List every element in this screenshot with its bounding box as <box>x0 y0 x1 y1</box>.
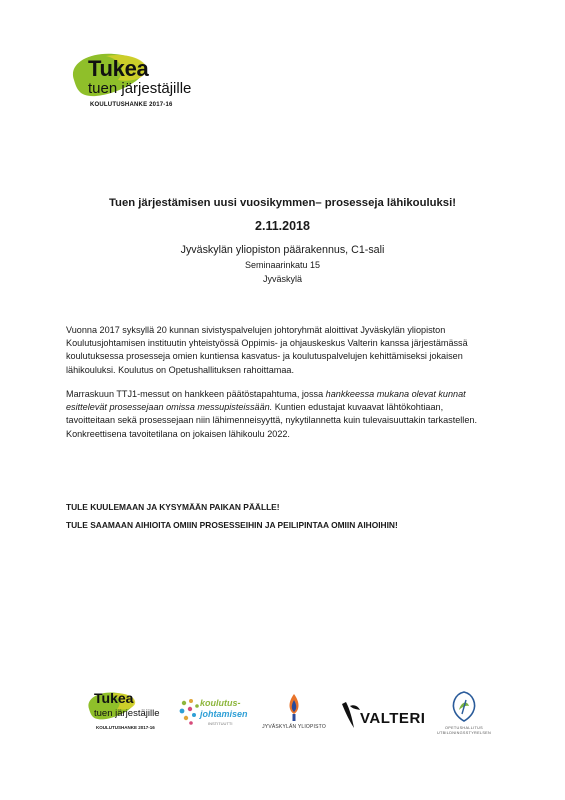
instituutti-text: INSTITUUTTI <box>208 721 233 726</box>
koulutus-text: koulutus- <box>200 698 241 708</box>
koulutusjohtamisen-logo <box>178 692 256 734</box>
call-line-2: TULE SAAMAAN AIHIOITA OMIIN PROSESSEIHIN JA PEILIPINTAA OMIIN AIHOIHIN! <box>66 520 398 530</box>
event-title: Tuen järjestämisen uusi vuosikymmen– prosesseja lähikouluksi! <box>109 197 456 209</box>
valteri-label: VALTERI <box>360 710 426 727</box>
valteri-logo <box>340 696 430 736</box>
jyu-label: JYVÄSKYLÄN YLIOPISTO <box>262 724 326 730</box>
footer-tukea-logo <box>84 688 174 740</box>
event-city: Jyväskylä <box>262 274 302 284</box>
oph-label-sv: UTBILDNINGSSTYRELSEN <box>436 731 492 735</box>
dots-icon <box>178 698 202 728</box>
event-venue: Jyväskylän yliopiston päärakennus, C1-sali <box>180 244 385 256</box>
body-paragraph-1: Vuonna 2017 syksyllä 20 kunnan sivistyspalvelujen johtoryhmät aloittivat Jyväskylän yliopiston Koulutusjohtamisen instituutin yhteistyössä Oppimis- ja ohjauskeskus Valterin kanssa järjestämässä koulutuksessa prosesseja omien kuntiensa kasvatus- ja koulutuspalvelujen kehittämiseksi jokaisen lähikouluksi. Koulutus on Opetushallituksen rahoittamaa. <box>66 325 468 375</box>
jyu-logo <box>258 692 330 736</box>
footer-tukea-tagline: tuen järjestäjille <box>94 708 160 719</box>
footer-tukea-name: Tukea <box>94 690 134 706</box>
tukea-logo-subtitle: KOULUTUSHANKE 2017-16 <box>90 102 173 108</box>
flame-icon <box>284 692 304 722</box>
tukea-logo-tagline: tuen järjestäjille <box>88 80 192 97</box>
oph-emblem-icon <box>449 690 479 724</box>
johtamisen-text: johtamisen <box>200 709 248 719</box>
paragraph-2-end: Kuntien edustajat kuvaavat lähtökohtiaan, tavoitteitaan sekä prosessejaan niin lähimenneisyyttä, nykytilannetta kuin tulevaisuuttakin tarkastellen. Konkreettisena tavoitetilana on jokaisen lähikoulu 2022. <box>66 402 477 439</box>
event-street: Seminaarinkatu 15 <box>244 260 321 270</box>
call-line-1: TULE KUULEMAAN JA KYSYMÄÄN PAIKAN PÄÄLLE! <box>66 502 280 512</box>
oph-logo <box>430 690 498 740</box>
tukea-logo-name: Tukea <box>88 56 149 81</box>
body-paragraph-2 <box>66 388 491 441</box>
footer-logos <box>0 688 565 748</box>
tukea-logo <box>66 50 206 110</box>
paragraph-2-italic: hankkeessa mukana olevat kunnat esittelevät prosessejaan omissa messupisteissään. <box>66 389 466 413</box>
footer-tukea-subtitle: KOULUTUSHANKE 2017-16 <box>96 725 155 730</box>
paragraph-2-start: Marraskuun TTJ1-messut on hankkeen päätöstapahtuma, jossa <box>66 389 326 399</box>
oph-label-fi: OPETUSHALLITUS <box>445 726 483 730</box>
valteri-swoosh-icon <box>340 700 362 730</box>
event-date: 2.11.2018 <box>255 219 310 233</box>
